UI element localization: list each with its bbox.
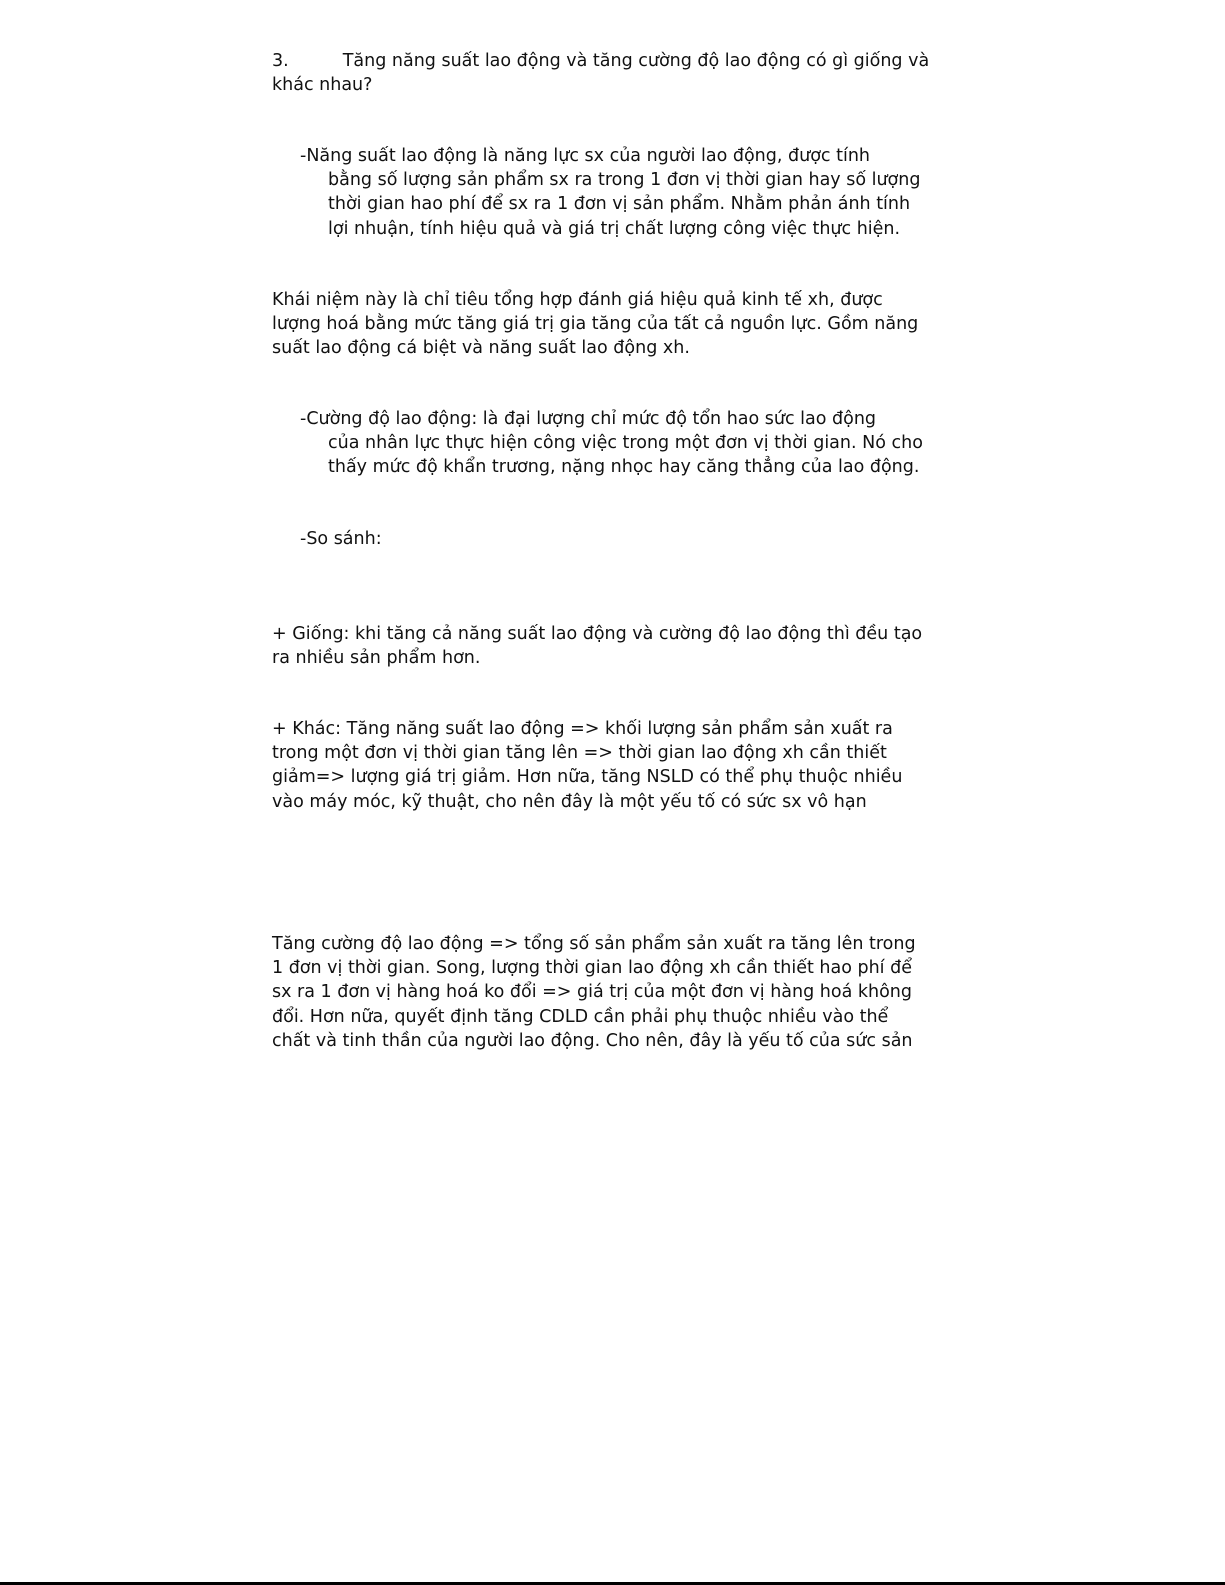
paragraph-line: ra nhiều sản phẩm hơn. (272, 648, 481, 669)
paragraph-line: trong một đơn vị thời gian tăng lên => thời gian lao động xh cần thiết (272, 743, 887, 764)
paragraph-line: -Cường độ lao động: là đại lượng chỉ mức độ tổn hao sức lao động (300, 409, 877, 429)
paragraph-line: + Giống: khi tăng cả năng suất lao động và cường độ lao động thì đều tạo (272, 624, 923, 644)
intensity-effect-paragraph (272, 932, 916, 1053)
paragraph-line: thời gian hao phí để sx ra 1 đơn vị sản phẩm. Nhằm phản ánh tính (328, 194, 911, 215)
paragraph-line: Tăng cường độ lao động => tổng số sản phẩm sản xuất ra tăng lên trong (272, 934, 916, 954)
paragraph-line: vào máy móc, kỹ thuật, cho nên đây là một yếu tố có sức sx vô hạn (272, 791, 867, 812)
paragraph-line: suất lao động cá biệt và năng suất lao động xh. (272, 338, 690, 359)
paragraph-line: lợi nhuận, tính hiệu quả và giá trị chất lượng công việc thực hiện. (328, 218, 901, 239)
compare-heading-text: -So sánh: (300, 529, 382, 549)
compare-heading (300, 527, 382, 551)
paragraph-line: thấy mức độ khẩn trương, nặng nhọc hay căng thẳng của lao động. (328, 457, 920, 478)
productivity-paragraph (300, 144, 920, 241)
paragraph-line: 1 đơn vị thời gian. Song, lượng thời gian lao động xh cần thiết hao phí để (272, 958, 912, 979)
paragraph-line: + Khác: Tăng năng suất lao động => khối lượng sản phẩm sản xuất ra (272, 719, 893, 739)
intensity-paragraph (300, 407, 923, 480)
question-heading (272, 49, 929, 97)
paragraph-line: -Năng suất lao động là năng lực sx của người lao động, được tính (300, 146, 870, 166)
question-number: 3. (272, 51, 289, 71)
question-line-2: khác nhau? (272, 75, 373, 96)
paragraph-line: chất và tinh thần của người lao động. Cho nên, đây là yếu tố của sức sản (272, 1030, 913, 1051)
paragraph-line: của nhân lực thực hiện công việc trong một đơn vị thời gian. Nó cho (328, 433, 923, 454)
similar-paragraph (272, 622, 922, 670)
question-line-1: 3. Tăng năng suất lao động và tăng cường độ lao động có gì giống và (272, 51, 930, 71)
different-paragraph (272, 717, 902, 814)
concept-paragraph (272, 288, 918, 361)
paragraph-line: lượng hoá bằng mức tăng giá trị gia tăng của tất cả nguồn lực. Gồm năng (272, 314, 919, 335)
paragraph-line: bằng số lượng sản phẩm sx ra trong 1 đơn vị thời gian hay số lượng (328, 170, 921, 191)
paragraph-line: sx ra 1 đơn vị hàng hoá ko đổi => giá trị của một đơn vị hàng hoá không (272, 982, 912, 1003)
paragraph-line: đổi. Hơn nữa, quyết định tăng CDLD cần phải phụ thuộc nhiều vào thể (272, 1006, 889, 1027)
paragraph-line: Khái niệm này là chỉ tiêu tổng hợp đánh giá hiệu quả kinh tế xh, được (272, 290, 883, 310)
paragraph-line: giảm=> lượng giá trị giảm. Hơn nữa, tăng NSLD có thể phụ thuộc nhiều (272, 767, 903, 788)
